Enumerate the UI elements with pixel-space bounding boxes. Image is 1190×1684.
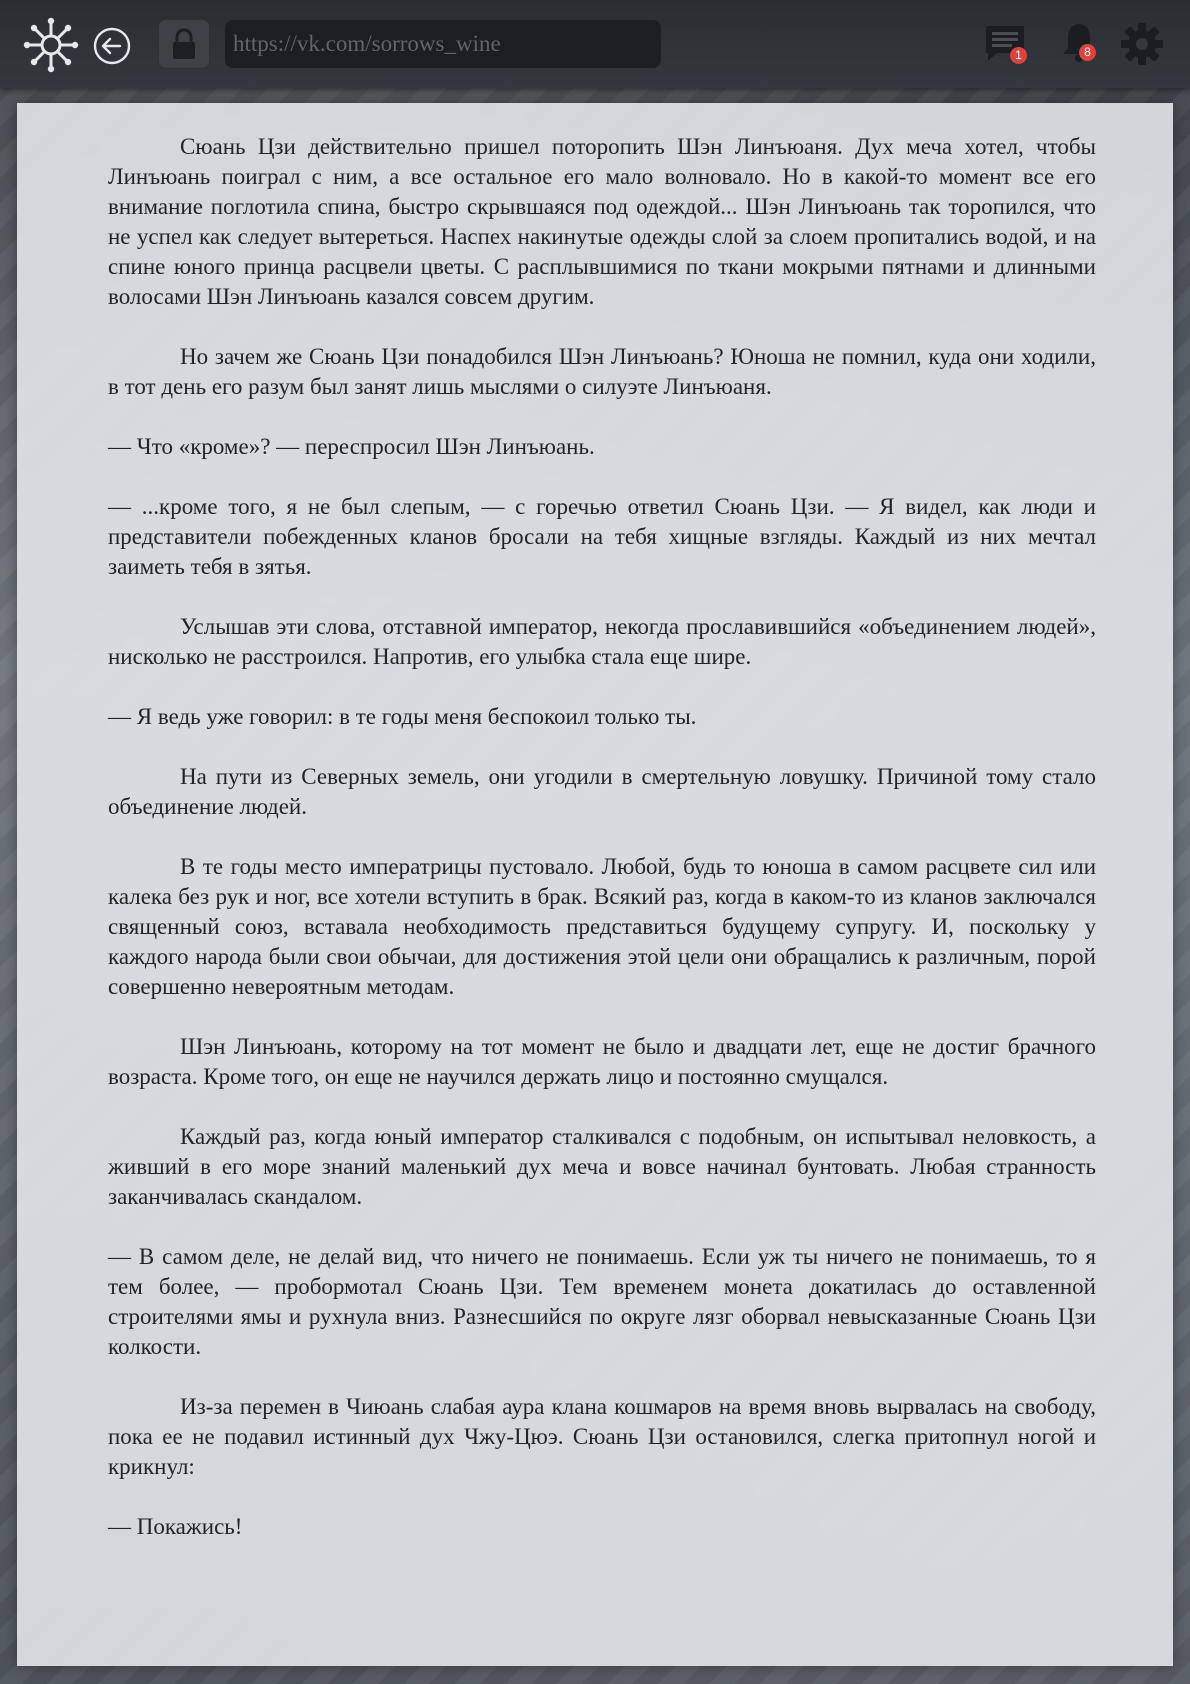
paragraph: Шэн Линъюань, которому на тот момент не было и двадцати лет, еще не достиг брачного возраста. Кроме того, он еще не научился держать лицо и постоянно смущался. <box>108 1034 1096 1089</box>
paragraph: Сюань Цзи действительно пришел поторопить Шэн Линъюаня. Дух меча хотел, чтобы Линъюань поиграл с ним, а все остальное его мало волновало. Но в какой-то момент все его внимание поглотила спина, быстро скрывшаяся под одеждой... Шэн Линъюань так торопился, что не успел как следует вытереться. Наспех накинутые одежды слой за слоем пропитались водой, и на спине юного принца расцвели цветы. С расплывшимися по ткани мокрыми пятнами и длинными волосами Шэн Линъюань казался совсем другим. <box>108 134 1096 309</box>
dialogue-line: — Я ведь уже говорил: в те годы меня беспокоил только ты. <box>108 704 697 729</box>
gear-icon <box>1120 22 1164 66</box>
back-arrow-icon <box>92 26 132 66</box>
notifications-count-badge: 8 <box>1079 44 1096 61</box>
paragraph: На пути из Северных земель, они угодили в смертельную ловушку. Причиной тому стало объединение людей. <box>108 764 1096 819</box>
paragraph: Каждый раз, когда юный император сталкивался с подобным, он испытывал неловкость, а живший в его море знаний маленький дух меча и вовсе начинал бунтовать. Любая странность заканчивалась скандалом. <box>108 1124 1096 1209</box>
paragraph: Но зачем же Сюань Цзи понадобился Шэн Линъюань? Юноша не помнил, куда они ходили, в тот день его разум был занят лишь мыслями о силуэте Линъюаня. <box>108 344 1096 399</box>
top-bar <box>0 0 1190 88</box>
document-text <box>108 132 1096 1542</box>
network-hub-icon <box>22 16 80 74</box>
paragraph: Услышав эти слова, отставной император, некогда прославившийся «объединением людей», нисколько не расстроился. Напротив, его улыбка стала еще шире. <box>108 614 1096 669</box>
logo-button[interactable] <box>22 16 80 74</box>
dialogue-line: — В самом деле, не делай вид, что ничего не понимаешь. Если уж ты ничего не понимаешь, то я тем более, — пробормотал Сюань Цзи. Тем временем монета докатилась до оставленной строителями ямы и рухнула вниз. Разнесшийся по округе лязг оборвал невысказанные Сюань Цзи колкости. <box>108 1244 1096 1359</box>
settings-button[interactable] <box>1118 20 1166 68</box>
dialogue-line: — ...кроме того, я не был слепым, — с горечью ответил Сюань Цзи. — Я видел, как люди и представители побежденных кланов бросали на тебя хищные взгляды. Каждый из них мечтал заиметь тебя в зятья. <box>108 494 1096 579</box>
dialogue-line: — Покажись! <box>108 1514 243 1539</box>
paragraph: Из-за перемен в Чиюань слабая аура клана кошмаров на время вновь вырвалась на свободу, пока ее не подавил истинный дух Чжу-Цюэ. Сюань Цзи остановился, слегка притопнул ногой и крикнул: <box>108 1394 1096 1479</box>
document-page <box>17 103 1173 1666</box>
back-button[interactable] <box>92 26 132 66</box>
messages-button[interactable] <box>980 20 1030 66</box>
dialogue-line: — Что «кроме»? — переспросил Шэн Линъюань. <box>108 434 595 459</box>
messages-count-badge: 1 <box>1010 47 1027 64</box>
padlock-icon <box>169 27 199 61</box>
notifications-button[interactable] <box>1057 18 1101 66</box>
site-security-button[interactable] <box>158 19 210 69</box>
url-input[interactable] <box>225 20 661 68</box>
paragraph: В те годы место императрицы пустовало. Любой, будь то юноша в самом расцвете сил или калека без рук и ног, все хотели вступить в брак. Всякий раз, когда в каком-то из кланов заключался священный союз, вставала необходимость представиться будущему супругу. И, поскольку у каждого народа были свои обычаи, для достижения этой цели они обращались к различным, порой совершенно невероятным методам. <box>108 854 1096 999</box>
